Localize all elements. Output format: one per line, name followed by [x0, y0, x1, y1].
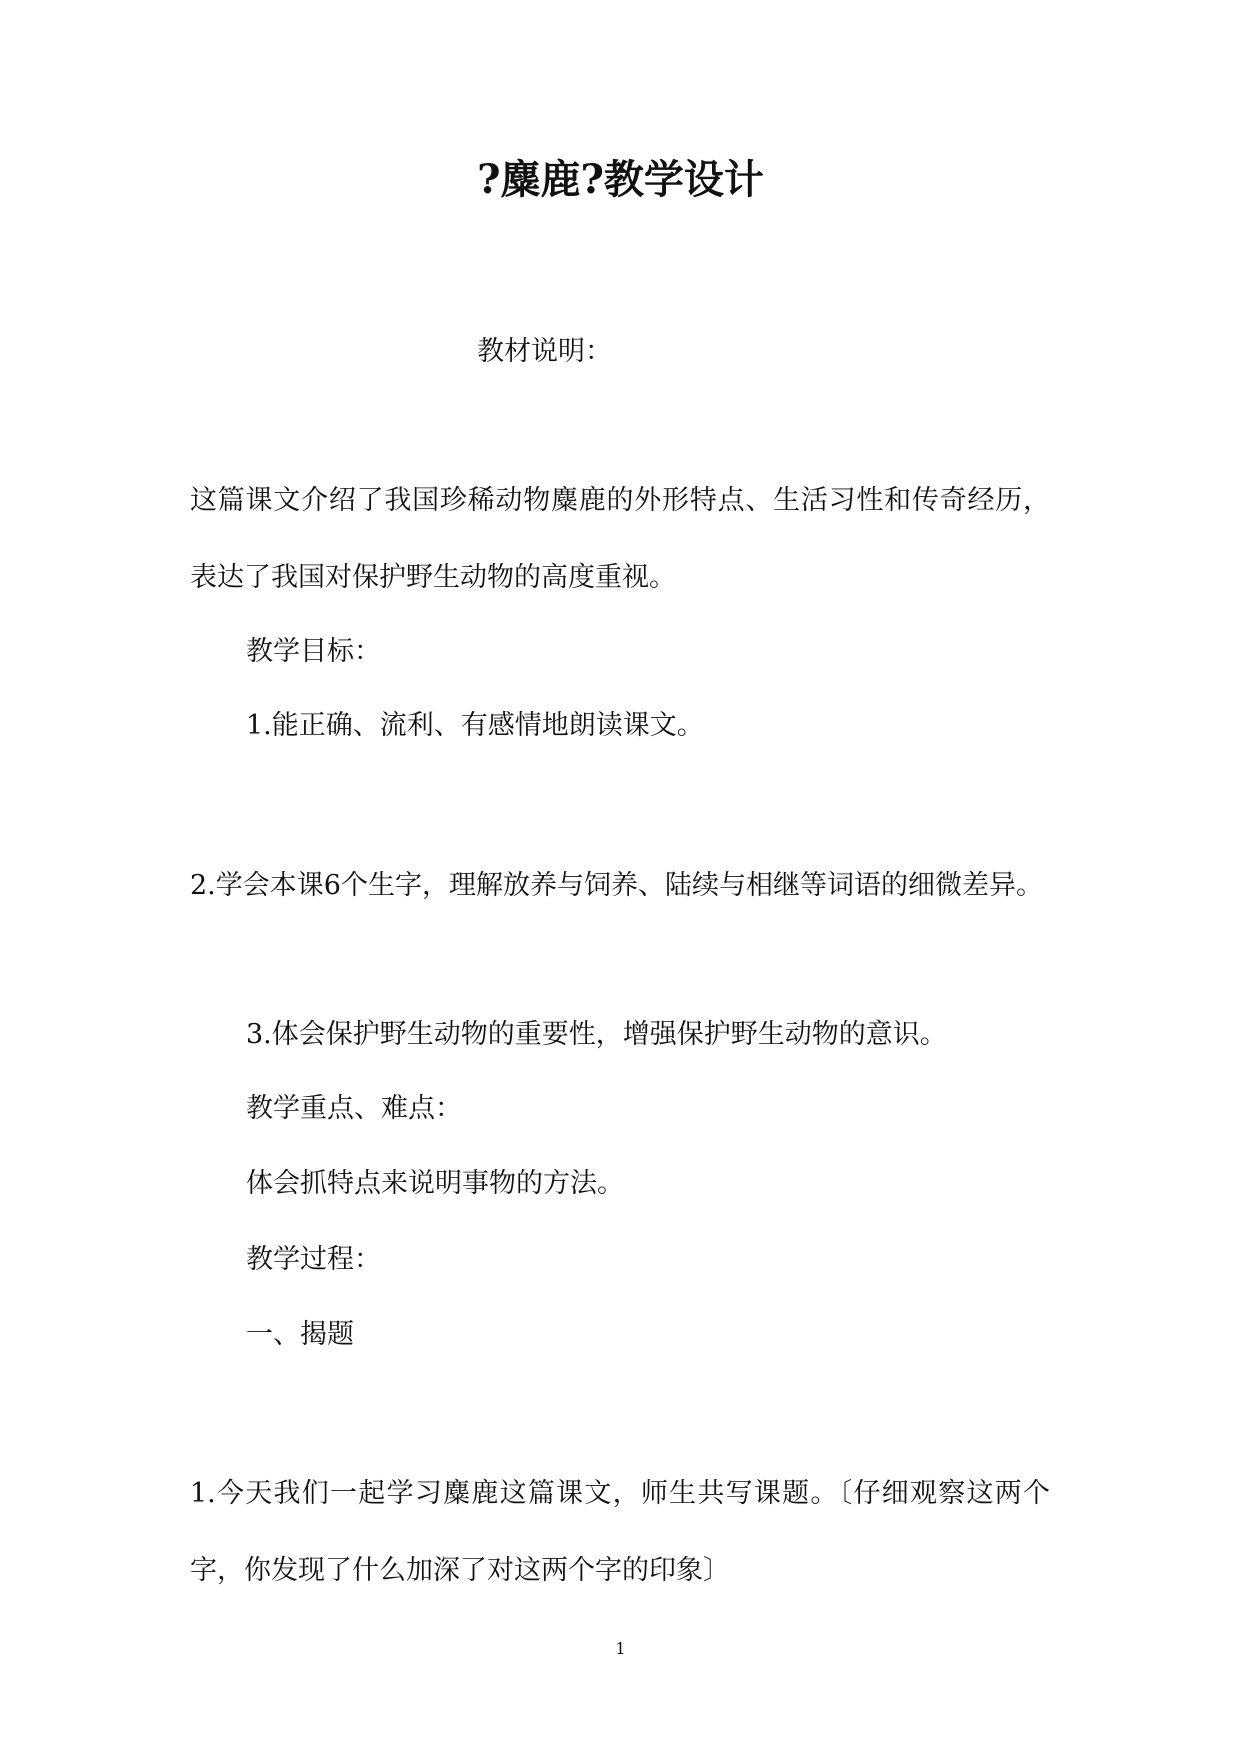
step-1-item-1: 1.今天我们一起学习麋鹿这篇课文，师生共写课题。〔仔细观察这两个字，你发现了什么加深了对这两个字的印象〕	[190, 1478, 1050, 1586]
section-label-materials: 教材说明：	[477, 336, 612, 367]
goal-item-2: 2.学会本课6个生字，理解放养与饲养、陆续与相继等词语的细微差异。	[190, 870, 1043, 901]
goals-heading: 教学目标：	[246, 636, 381, 667]
step-1-heading: 一、揭题	[246, 1319, 354, 1350]
goal-item-1: 1.能正确、流利、有感情地朗读课文。	[246, 710, 704, 741]
document-title: ?麋鹿?教学设计	[477, 156, 764, 203]
key-points-text: 体会抓特点来说明事物的方法。	[246, 1168, 624, 1199]
goal-item-3: 3.体会保护野生动物的重要性，增强保护野生动物的意识。	[246, 1019, 947, 1050]
process-heading: 教学过程：	[246, 1244, 381, 1275]
key-points-heading: 教学重点、难点：	[246, 1093, 462, 1124]
intro-paragraph: 这篇课文介绍了我国珍稀动物麋鹿的外形特点、生活习性和传奇经历，表达了我国对保护野生动物的高度重视。	[190, 485, 1050, 593]
page-number: 1	[615, 1639, 626, 1658]
